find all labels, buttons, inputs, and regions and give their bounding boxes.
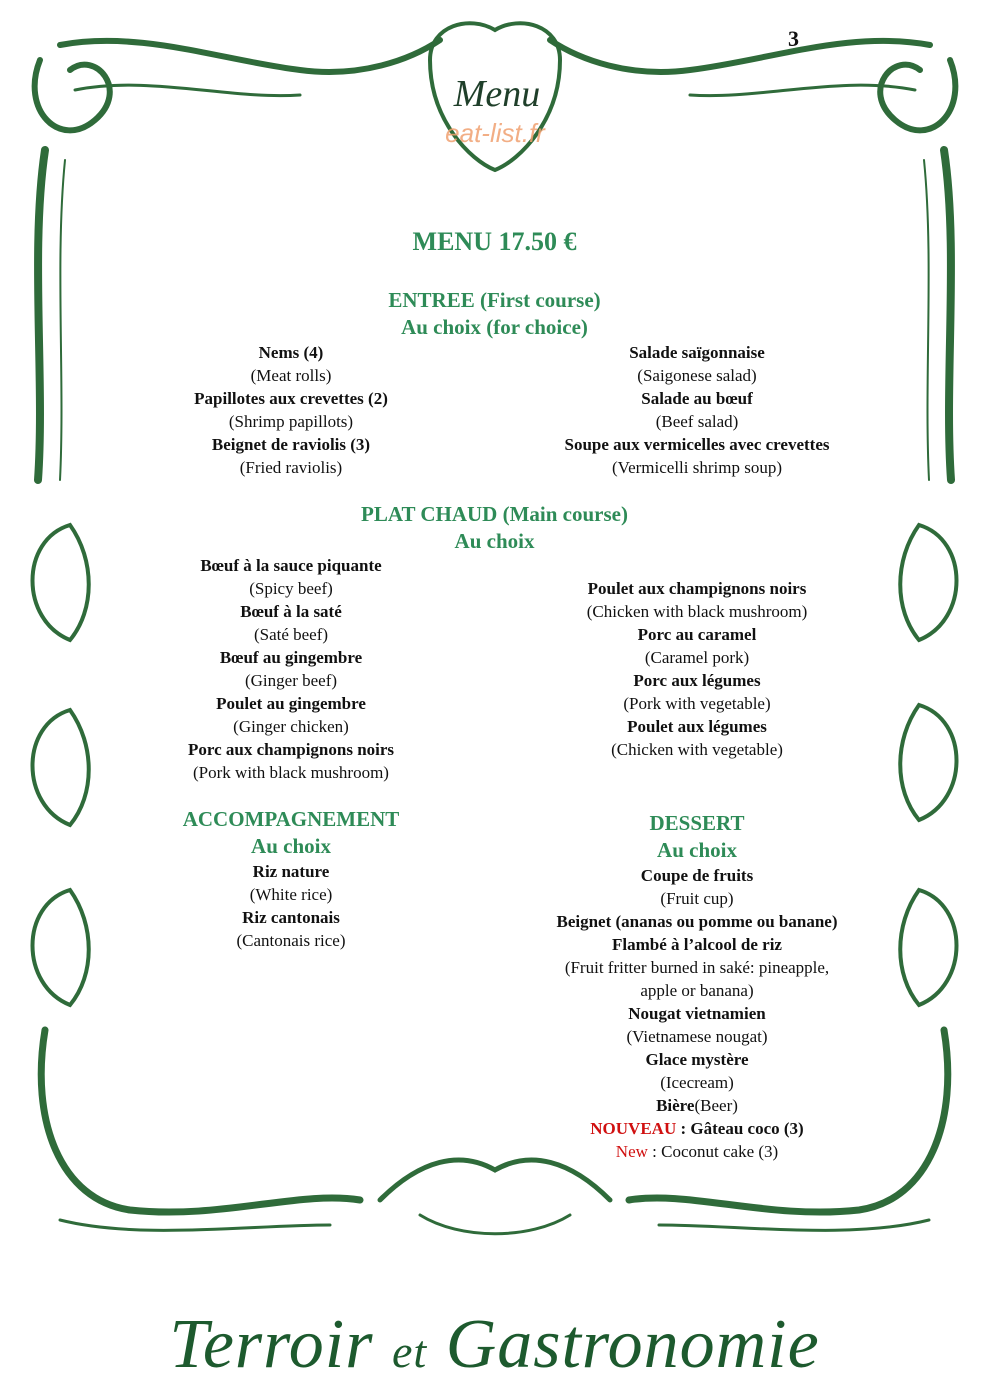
dish-name: Porc au caramel — [637, 625, 757, 644]
dish-name: Riz nature — [252, 862, 330, 881]
dish-translation: (Beef salad) — [655, 412, 739, 431]
dish-translation: (Saté beef) — [253, 625, 329, 644]
entree-left-column — [141, 341, 441, 479]
dish-name: Bœuf au gingembre — [219, 648, 363, 667]
footer-word-gastronomie: Gastronomie — [445, 1306, 820, 1383]
dish-translation: apple or banana) — [640, 981, 754, 1000]
dish-translation: (Saigonese salad) — [637, 366, 757, 385]
accompagnement-column — [141, 860, 441, 952]
footer-word-terroir: Terroir — [169, 1306, 374, 1383]
dish-name: Poulet au gingembre — [216, 694, 366, 713]
dish-translation: (Ginger chicken) — [233, 717, 349, 736]
dish-translation: (Vietnamese nougat) — [626, 1027, 768, 1046]
plat-right-column — [547, 577, 847, 761]
new-label: New — [615, 1142, 648, 1161]
dish-translation: (Spicy beef) — [249, 579, 333, 598]
dish-translation: (Ginger beef) — [244, 671, 338, 690]
dish-translation: (White rice) — [249, 885, 333, 904]
dessert-heading: DESSERT — [649, 811, 745, 835]
dish-name: Poulet aux légumes — [627, 717, 767, 736]
new-line — [507, 1140, 887, 1163]
plat-subheading: Au choix — [454, 529, 535, 553]
dessert-subheading: Au choix — [657, 838, 737, 862]
dish-name: Nems (4) — [258, 343, 324, 362]
dessert-column — [507, 864, 887, 1163]
footer-word-et: et — [391, 1326, 428, 1377]
entree-heading: ENTREE (First course) — [388, 288, 601, 312]
beer-line — [507, 1094, 887, 1117]
page-number: 3 — [788, 26, 799, 51]
dish-name: Riz cantonais — [242, 908, 340, 927]
dish-name: Papillotes aux crevettes (2) — [194, 389, 388, 408]
dish-translation: (Chicken with vegetable) — [611, 740, 783, 759]
new-text: : Coconut cake (3) — [647, 1142, 779, 1161]
accompagnement-subheading: Au choix — [251, 834, 331, 858]
plat-left-column — [141, 554, 441, 784]
dish-name: Bœuf à la sauce piquante — [200, 556, 382, 575]
dish-translation: (Fruit cup) — [660, 889, 734, 908]
dish-translation: (Fried raviolis) — [239, 458, 343, 477]
dish-name: Flambé à l’alcool de riz — [612, 935, 782, 954]
plat-heading: PLAT CHAUD (Main course) — [361, 502, 628, 526]
dish-name: Beignet (ananas ou pomme ou banane) — [556, 912, 838, 931]
dish-name: Bœuf à la saté — [240, 602, 342, 621]
dish-translation: (Cantonais rice) — [236, 931, 346, 950]
dish-name: Beignet de raviolis (3) — [211, 435, 371, 454]
entree-right-column — [517, 341, 877, 479]
beer-translation: (Beer) — [694, 1096, 738, 1115]
watermark: eat-list.fr — [445, 118, 545, 148]
dish-translation: (Pork with black mushroom) — [193, 763, 389, 782]
dish-translation: (Fruit fritter burned in saké: pineapple, — [564, 958, 830, 977]
dish-translation: (Shrimp papillots) — [228, 412, 354, 431]
dish-name: Glace mystère — [645, 1050, 749, 1069]
nouveau-label: NOUVEAU — [590, 1119, 677, 1138]
dish-name: Porc aux légumes — [633, 671, 761, 690]
dish-name: Coupe de fruits — [640, 866, 754, 885]
dish-name: Soupe aux vermicelles avec crevettes — [564, 435, 830, 454]
footer-title — [0, 1305, 989, 1385]
menu-title: MENU 17.50 € — [412, 227, 577, 256]
dish-translation: (Vermicelli shrimp soup) — [612, 458, 782, 477]
dish-name: Nougat vietnamien — [628, 1004, 766, 1023]
entree-subheading: Au choix (for choice) — [401, 315, 588, 339]
dish-translation: (Meat rolls) — [250, 366, 332, 385]
nouveau-line — [507, 1117, 887, 1140]
dish-name: Salade au bœuf — [641, 389, 753, 408]
dish-translation: (Caramel pork) — [644, 648, 750, 667]
accompagnement-heading: ACCOMPAGNEMENT — [182, 807, 400, 831]
dish-name: Poulet aux champignons noirs — [587, 579, 807, 598]
nouveau-text: : Gâteau coco (3) — [676, 1119, 804, 1138]
dish-translation: (Pork with vegetable) — [623, 694, 771, 713]
dish-translation: (Icecream) — [660, 1073, 734, 1092]
beer-name: Bière — [656, 1096, 695, 1115]
dish-name: Salade saïgonnaise — [629, 343, 765, 362]
header-menu-script: Menu — [453, 73, 541, 115]
dish-name: Porc aux champignons noirs — [187, 740, 395, 759]
dish-translation: (Chicken with black mushroom) — [586, 602, 808, 621]
